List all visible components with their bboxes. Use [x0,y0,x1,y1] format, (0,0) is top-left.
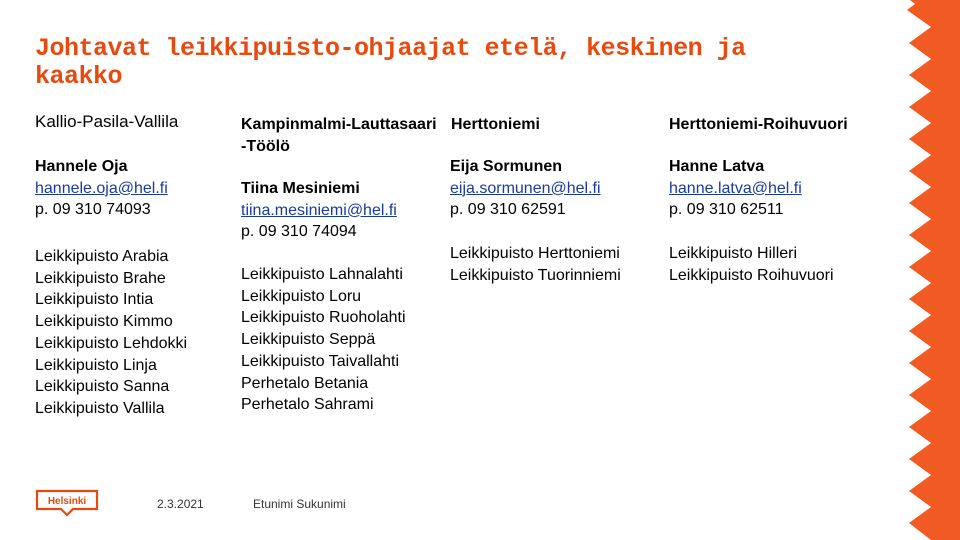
park-item: Leikkipuisto Taivallahti [241,352,400,370]
park-item: Perhetalo Sahrami [241,396,374,414]
park-list-roihuvuori [669,243,834,286]
park-list-herttoniemi [450,243,621,286]
page-number: 3 [907,497,914,511]
park-item: Leikkipuisto Lahnalahti [241,266,403,283]
helsinki-logo [35,489,99,517]
area-heading: Herttoniemi [451,116,540,133]
area-heading: Herttoniemi-Roihuvuori [669,116,848,133]
footer-date: 2.3.2021 [157,497,204,511]
area-heading: Kampinmalmi-Lauttasaari [241,116,437,133]
park-item: Leikkipuisto Sanna [35,378,170,396]
area-heading-cont: -Töölö [241,137,290,155]
contact-tiina [241,178,397,243]
contact-phone: p. 09 310 74093 [35,201,151,219]
park-item: Leikkipuisto Vallila [35,399,165,417]
area-heading: Kallio-Pasila-Vallila [35,112,179,131]
park-item: Leikkipuisto Tuorinniemi [450,266,621,284]
contact-hanne [669,156,802,221]
column-roihuvuori [669,114,848,136]
contact-email-link[interactable]: hanne.latva@hel.fi [669,179,802,197]
contact-email-link[interactable]: tiina.mesiniemi@hel.fi [241,201,397,219]
column-kallio [35,111,178,133]
park-item: Leikkipuisto Herttoniemi [450,245,620,262]
contact-name: Hanne Latva [669,158,765,175]
park-item: Leikkipuisto Brahe [35,269,166,287]
contact-phone: p. 09 310 62511 [669,201,784,219]
column-herttoniemi [451,114,540,136]
contact-email-link[interactable]: hannele.oja@hel.fi [35,179,168,197]
park-item: Perhetalo Betania [241,374,369,392]
park-item: Leikkipuisto Roihuvuori [669,266,834,284]
park-item: Leikkipuisto Kimmo [35,313,173,331]
contact-email-link[interactable]: eija.sormunen@hel.fi [450,179,601,197]
park-item: Leikkipuisto Loru [241,287,362,305]
park-item: Leikkipuisto Seppä [241,331,376,349]
park-item: Leikkipuisto Intia [35,291,154,309]
park-list-kampinmalmi [241,264,406,416]
column-kampinmalmi [241,114,437,157]
contact-name: Tiina Mesiniemi [241,180,360,197]
slide-title: Johtavat leikkipuisto-ohjaajat etelä, keskinen ja kaakko [35,34,746,91]
contact-phone: p. 09 310 62591 [450,201,566,219]
park-item: Leikkipuisto Ruoholahti [241,309,406,327]
park-list-kallio [35,246,187,420]
park-item: Leikkipuisto Hilleri [669,245,798,262]
park-item: Leikkipuisto Lehdokki [35,334,188,352]
decorative-zigzag-border [865,0,960,540]
contact-hannele [35,156,168,221]
contact-name: Eija Sormunen [450,158,563,175]
contact-eija [450,156,601,221]
park-item: Leikkipuisto Linja [35,356,157,374]
logo-text: Helsinki [47,496,87,507]
contact-phone: p. 09 310 74094 [241,223,357,241]
park-item: Leikkipuisto Arabia [35,248,169,265]
contact-name: Hannele Oja [35,158,128,175]
footer-author: Etunimi Sukunimi [253,497,346,511]
